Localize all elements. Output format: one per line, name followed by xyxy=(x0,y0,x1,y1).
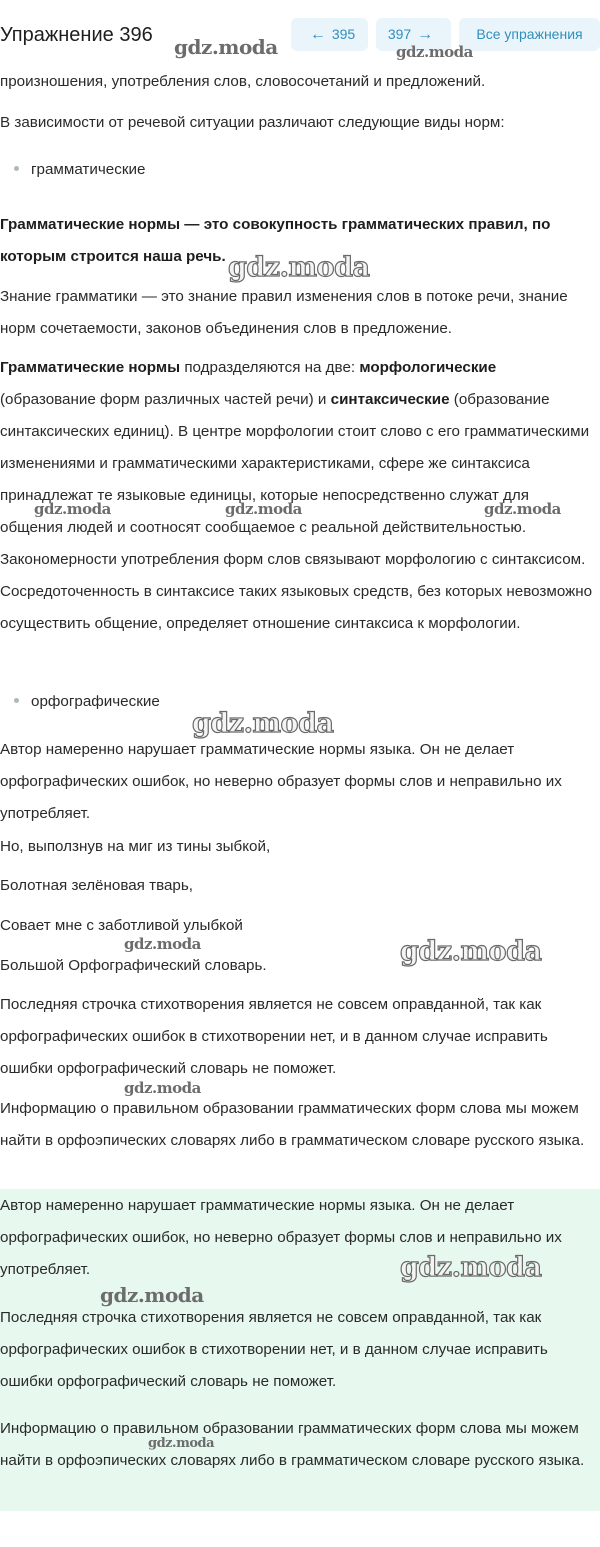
paragraph-text: подразделяются на две: xyxy=(180,359,360,376)
watermark: gdz.moda xyxy=(100,1283,204,1307)
watermark: gdz.moda xyxy=(484,500,561,518)
next-exercise-label: 397 xyxy=(387,26,412,42)
intro-line: произношения, употребления слов, словосочетаний и предложений. xyxy=(0,73,486,90)
watermark: gdz.moda xyxy=(124,935,201,953)
grammar-knowledge-paragraph: Знание грамматики — это знание правил изменения слов в потоке речи, знание норм сочетаемости, законов объединения слов в предложение. xyxy=(0,288,568,337)
bullet-dot xyxy=(14,698,19,703)
arrow-left-icon: ← xyxy=(309,26,326,43)
next-exercise-button[interactable] xyxy=(376,18,451,51)
watermark: gdz.moda xyxy=(34,500,111,518)
watermark: gdz.moda xyxy=(396,43,473,61)
page-title: Упражнение 396 xyxy=(0,24,153,46)
arrow-right-icon: → xyxy=(417,26,434,43)
answer-last-line-paragraph: Последняя строчка стихотворения является не совсем оправданной, так как орфографических ошибок в стихотворении нет, и в данном случае исправить ошибки орфографический словарь не поможет. xyxy=(0,1309,548,1390)
watermark: gdz.moda xyxy=(192,708,334,739)
poem-line: Но, выползнув на миг из тины зыбкой, xyxy=(0,838,271,855)
bold-term: Грамматические нормы xyxy=(0,359,181,376)
list-item-label: грамматические xyxy=(31,161,146,178)
watermark: gdz.moda xyxy=(400,1252,542,1283)
watermark: gdz.moda xyxy=(124,1079,201,1097)
grammatical-definition xyxy=(0,209,595,273)
norms-division-paragraph xyxy=(0,352,595,640)
answer-info-paragraph: Информацию о правильном образовании грамматических форм слова мы можем найти в орфоэпических словарях либо в грамматическом словаре русского языка. xyxy=(0,1420,585,1469)
prev-exercise-label: 395 xyxy=(331,26,356,42)
watermark: gdz.moda xyxy=(148,1436,215,1451)
answer-author-paragraph: Автор намеренно нарушает грамматические нормы языка. Он не делает орфографических ошибок, но неверно образует формы слов и неправильно их употребляет. xyxy=(0,1197,562,1278)
list-item-orthographic xyxy=(14,690,160,714)
prev-exercise-button[interactable] xyxy=(291,18,368,51)
paragraph-text: (образование форм различных частей речи) и xyxy=(0,391,331,408)
poem-line: Совает мне с заботливой улыбкой xyxy=(0,917,243,934)
last-line-paragraph: Последняя строчка стихотворения является не совсем оправданной, так как орфографических ошибок в стихотворении нет, и в данном случае исправить ошибки орфографический словарь не поможет. xyxy=(0,996,548,1077)
list-item-label: орфографические xyxy=(31,693,160,710)
all-exercises-button[interactable]: Все упражнения xyxy=(459,18,600,51)
watermark: gdz.moda xyxy=(228,252,370,283)
poem-line: Большой Орфографический словарь. xyxy=(0,957,267,974)
bullet-dot xyxy=(14,166,19,171)
grammatical-definition-bold: Грамматические нормы — это совокупность грамматических правил, по которым строится наша речь. xyxy=(0,216,551,265)
author-paragraph: Автор намеренно нарушает грамматические нормы языка. Он не делает орфографических ошибок, но неверно образует формы слов и неправильно их употребляет. xyxy=(0,741,562,822)
watermark: gdz.moda xyxy=(174,35,278,59)
bold-term: морфологические xyxy=(359,359,497,376)
paragraph-text: (образование синтаксических единиц). В центре морфологии стоит слово с его грамматическими изменениями и грамматическими характеристиками, сфере же синтаксиса принадлежат те языковые единицы, которые непосредственно служат для общения людей и соотносят сообщаемое с реальной действительностью. Закономерности употребления форм слов связывают морфологию с синтаксисом. Сосредоточенность в синтаксисе таких языковых средств, без которых невозможно осуществить общение, определяет отношение синтаксиса к морфологии. xyxy=(0,391,593,632)
exercise-header xyxy=(0,0,600,70)
list-item-grammatical xyxy=(14,158,145,182)
norms-kinds-line: В зависимости от речевой ситуации различают следующие виды норм: xyxy=(0,114,505,131)
watermark: gdz.moda xyxy=(225,500,302,518)
info-paragraph: Информацию о правильном образовании грамматических форм слова мы можем найти в орфоэпических словарях либо в грамматическом словаре русского языка. xyxy=(0,1100,585,1149)
watermark: gdz.moda xyxy=(400,936,542,967)
bold-term: синтаксические xyxy=(330,391,450,408)
poem-line: Болотная зелёновая тварь, xyxy=(0,877,194,894)
